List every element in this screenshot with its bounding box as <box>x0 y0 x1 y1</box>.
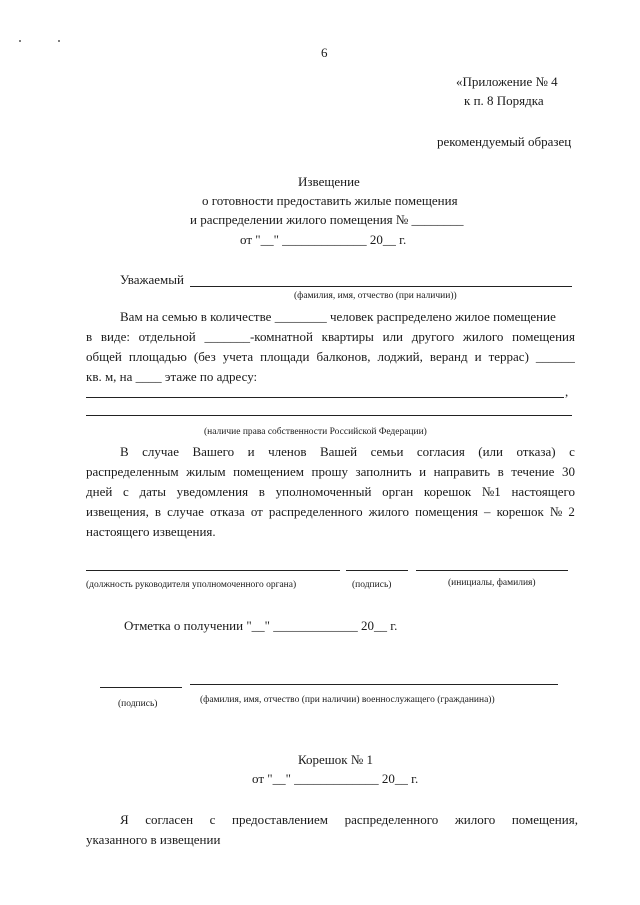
para2-line-2 <box>86 464 575 480</box>
word: помещения <box>512 329 575 344</box>
word: и <box>419 464 427 479</box>
para1-line-3 <box>86 349 575 365</box>
word: прошу <box>311 464 348 479</box>
salutation-label: Уважаемый <box>120 272 184 287</box>
signature-line <box>346 570 408 571</box>
word: уведомления <box>176 484 249 499</box>
word: отказа <box>209 504 245 519</box>
word: семьи <box>370 444 404 459</box>
signature-caption: (подпись) <box>352 580 392 590</box>
word: течение <box>511 464 555 479</box>
position-signature-line <box>86 570 340 571</box>
word: №1 <box>481 484 501 499</box>
word: балконов, <box>316 349 371 364</box>
recipient-name-line <box>190 286 572 287</box>
receipt-name-line <box>190 684 558 685</box>
title-date: от "__" _____________ 20__ г. <box>240 232 407 247</box>
word: жилого <box>454 812 496 827</box>
para2-line-3 <box>86 484 575 500</box>
stub-consent-line-2: указанного в извещении <box>86 832 221 847</box>
address-line-2 <box>86 415 572 416</box>
word: общей <box>86 349 122 364</box>
word: в <box>154 504 162 519</box>
word: в <box>497 464 504 479</box>
word: случае <box>142 444 179 459</box>
word: членов <box>268 444 307 459</box>
initials-caption: (инициалы, фамилия) <box>448 578 536 588</box>
word: Вашей <box>319 444 358 459</box>
word: распределенного <box>268 504 363 519</box>
receipt-signature-line <box>100 687 182 688</box>
word: распределенным <box>86 464 179 479</box>
receipt-signature-caption: (подпись) <box>118 699 158 709</box>
word: дней <box>86 484 113 499</box>
word: жилого <box>462 329 504 344</box>
initials-line <box>416 570 568 571</box>
word: распределенного <box>344 812 439 827</box>
para1-line-2 <box>86 329 575 345</box>
appendix-label: «Приложение № 4 <box>456 74 558 89</box>
word: другого <box>411 329 455 344</box>
stub-date: от "__" _____________ 20__ г. <box>252 771 419 786</box>
clause-reference: к п. 8 Порядка <box>464 93 544 108</box>
word: веранд <box>429 349 468 364</box>
word: предоставлением <box>232 812 329 827</box>
word: Вашего <box>192 444 235 459</box>
word: с <box>209 812 216 827</box>
word: лоджий, <box>377 349 423 364</box>
para1-line-4: кв. м, на ____ этаже по адресу: <box>86 369 258 384</box>
para2-line-4 <box>86 504 575 520</box>
word: корешок <box>496 504 544 519</box>
word: помещением <box>233 464 304 479</box>
word: направить <box>433 464 491 479</box>
word: виде: <box>100 329 130 344</box>
para2-line-5: настоящего извещения. <box>86 524 216 539</box>
ownership-caption: (наличие права собственности Российской Федерации) <box>204 427 427 437</box>
word: согласия <box>416 444 465 459</box>
para1-line-1: Вам на семью в количестве ________ человек распределено жилое помещение <box>120 309 556 324</box>
scan-speck <box>19 40 21 42</box>
receipt-name-caption: (фамилия, имя, отчество (при наличии) военнослужащего (гражданина)) <box>200 695 495 705</box>
word: (или <box>478 444 503 459</box>
recipient-name-caption: (фамилия, имя, отчество (при наличии)) <box>294 291 457 301</box>
word: ______ <box>535 349 575 364</box>
word: учета <box>222 349 254 364</box>
word: _______-комнатной <box>204 329 313 344</box>
document-title: Извещение <box>298 174 360 189</box>
word: 2 <box>568 504 575 519</box>
address-line-1 <box>86 397 564 398</box>
scan-speck <box>58 40 60 42</box>
word: извещения, <box>86 504 149 519</box>
word: террас) <box>488 349 529 364</box>
word: и <box>247 444 255 459</box>
word: № <box>549 504 563 519</box>
sample-label: рекомендуемый образец <box>437 134 572 149</box>
word: орган <box>382 484 414 499</box>
word: от <box>250 504 263 519</box>
word: с <box>569 444 575 459</box>
word: и <box>474 349 482 364</box>
word: корешок <box>423 484 472 499</box>
title-line-3: и распределении жилого помещения № ________ <box>190 212 464 227</box>
word: площади <box>260 349 310 364</box>
stub-consent-line-1 <box>120 812 578 828</box>
position-caption: (должность руководителя уполномоченного органа) <box>86 580 297 590</box>
word: уполномоченный <box>275 484 372 499</box>
title-line-2: о готовности предоставить жилые помещения <box>202 193 458 208</box>
receipt-mark: Отметка о получении "__" _____________ 20__ г. <box>124 618 398 633</box>
word: согласен <box>145 812 194 827</box>
word: жилым <box>186 464 226 479</box>
word: квартиры <box>321 329 374 344</box>
word: площадью <box>128 349 187 364</box>
word: в <box>258 484 265 499</box>
word: настоящего <box>511 484 575 499</box>
word: заполнить <box>355 464 412 479</box>
para2-line-1 <box>120 444 575 460</box>
word: помещения, <box>511 812 578 827</box>
word: с <box>123 484 129 499</box>
word: даты <box>139 484 166 499</box>
word: отказа) <box>516 444 556 459</box>
word: случае <box>167 504 204 519</box>
word: или <box>382 329 404 344</box>
stub-title: Корешок № 1 <box>298 752 374 767</box>
word: жилого <box>368 504 410 519</box>
word: отдельной <box>138 329 196 344</box>
page-number: 6 <box>321 45 328 60</box>
word: – <box>484 504 491 519</box>
word: Я <box>120 812 129 827</box>
word: В <box>120 444 129 459</box>
word: (без <box>193 349 216 364</box>
word: 30 <box>561 464 575 479</box>
word: помещения <box>415 504 478 519</box>
word: в <box>86 329 93 344</box>
address-comma: , <box>565 384 569 399</box>
